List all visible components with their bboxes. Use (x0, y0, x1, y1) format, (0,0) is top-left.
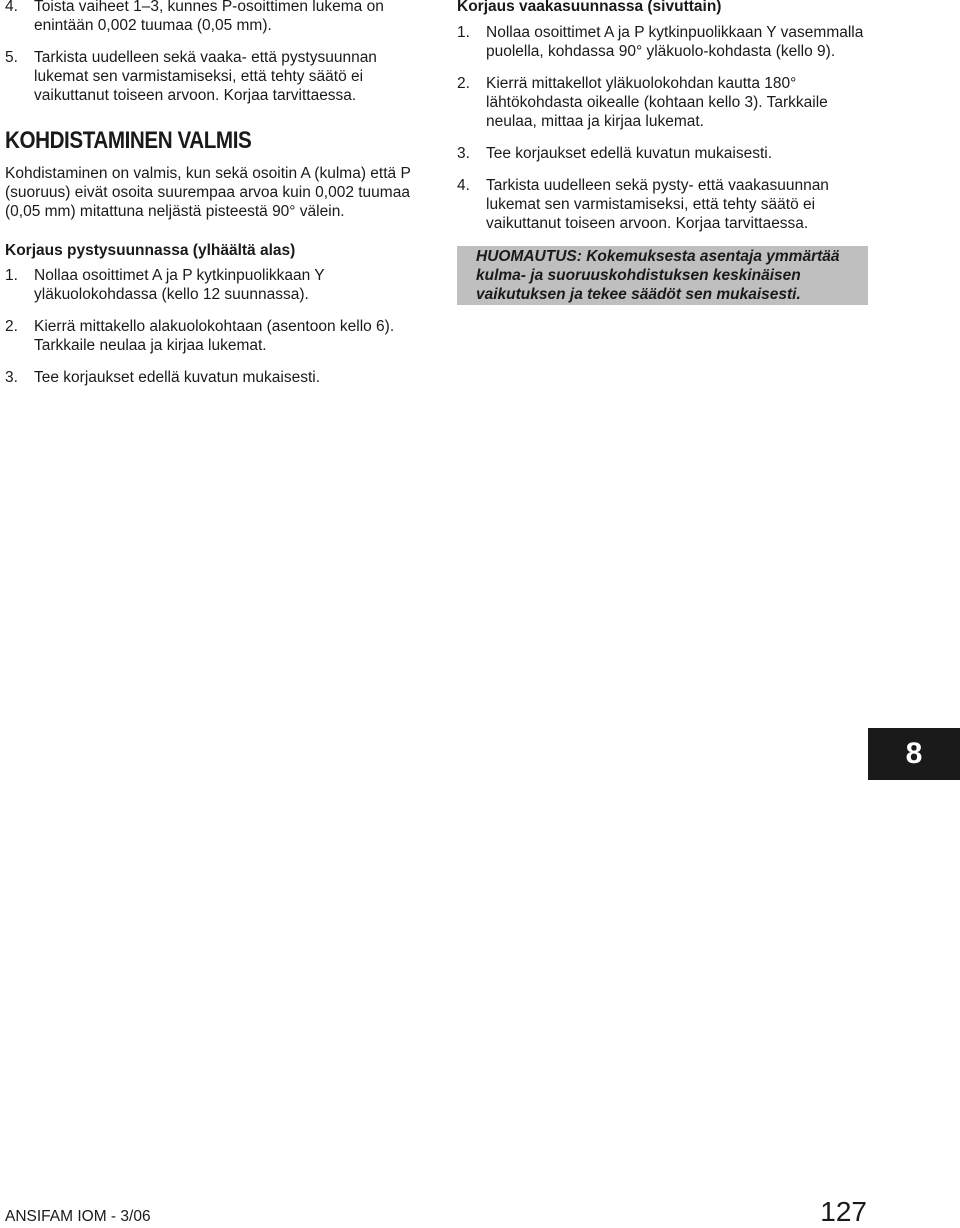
item-number: 3. (5, 369, 18, 386)
list-item (457, 74, 877, 131)
page-number: 127 (820, 1196, 867, 1227)
chapter-tab: 8 (868, 728, 960, 780)
item-text: Tarkista uudelleen sekä pysty- että vaakasuunnan lukemat sen varmistamiseksi, että tehty säätö ei vaikuttanut toiseen arvoon. Korjaa tarvittaessa. (486, 177, 829, 232)
section-body: Kohdistaminen on valmis, kun sekä osoitin A (kulma) että P (suoruus) eivät osoita suurempaa arvoa kuin 0,002 tuumaa (0,05 mm) mitattuna neljästä pisteestä 90° välein. (5, 165, 411, 220)
footer-doc-ref: ANSIFAM IOM - 3/06 (5, 1208, 151, 1225)
item-number: 1. (457, 24, 470, 41)
list-item (5, 266, 425, 304)
item-text: Kierrä mittakellot yläkuolokohdan kautta 180° lähtökohdasta oikealle (kohtaan kello 3). Tarkkaile neulaa, mittaa ja kirjaa lukemat. (486, 75, 828, 130)
left-column (5, 0, 425, 387)
item-number: 5. (5, 49, 18, 66)
right-column (457, 0, 877, 305)
item-text: Tarkista uudelleen sekä vaaka- että pystysuunnan lukemat sen varmistamiseksi, että tehty säätö ei vaikuttanut toiseen arvoon. Korjaa tarvittaessa. (34, 49, 377, 104)
note-box: HUOMAUTUS: Kokemuksesta asentaja ymmärtää kulma- ja suoruuskohdistuksen keskinäisen vaikutuksen ja tekee säädöt sen mukaisesti. (457, 246, 868, 305)
item-text: Toista vaiheet 1–3, kunnes P-osoittimen lukema on enintään 0,002 tuumaa (0,05 mm). (34, 0, 384, 34)
item-number: 4. (457, 177, 470, 194)
item-number: 2. (457, 75, 470, 92)
item-number: 2. (5, 318, 18, 335)
item-text: Tee korjaukset edellä kuvatun mukaisesti. (486, 145, 773, 162)
list-item (5, 368, 425, 387)
item-text: Nollaa osoittimet A ja P kytkinpuolikkaan Y yläkuolokohdassa (kello 12 suunnassa). (34, 267, 325, 303)
subheading-vertical: Korjaus pystysuunnassa (ylhäältä alas) (5, 242, 296, 259)
item-number: 3. (457, 145, 470, 162)
item-text: Tee korjaukset edellä kuvatun mukaisesti. (34, 369, 321, 386)
item-number: 4. (5, 0, 18, 15)
list-item (5, 0, 425, 35)
list-item (5, 317, 425, 355)
section-heading: KOHDISTAMINEN VALMIS (5, 127, 252, 154)
list-item (457, 144, 877, 163)
item-text: Kierrä mittakello alakuolokohtaan (asentoon kello 6). Tarkkaile neulaa ja kirjaa lukemat. (34, 318, 395, 354)
subheading-horizontal: Korjaus vaakasuunnassa (sivuttain) (457, 0, 722, 15)
list-item (457, 176, 877, 233)
item-text: Nollaa osoittimet A ja P kytkinpuolikkaan Y vasemmalla puolella, kohdassa 90° yläkuolo-kohdasta (kello 9). (486, 24, 864, 60)
list-item (457, 23, 877, 61)
list-item (5, 48, 425, 105)
item-number: 1. (5, 267, 18, 284)
